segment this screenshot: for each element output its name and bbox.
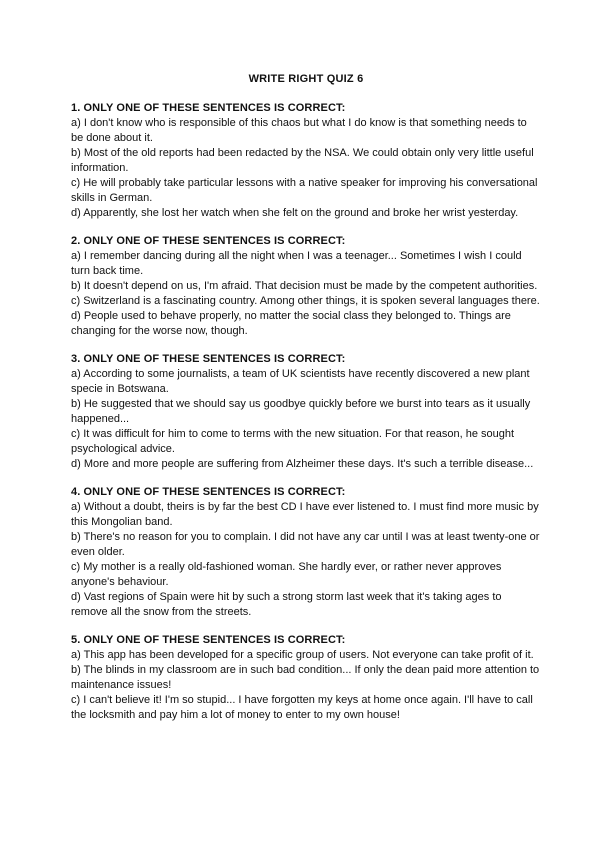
option-c: c) Switzerland is a fascinating country. Among other things, it is spoken several languages there. — [71, 295, 540, 307]
option-a: a) I remember dancing during all the night when I was a teenager... Sometimes I wish I could turn back time. — [71, 250, 522, 277]
question-heading: 5. ONLY ONE OF THESE SENTENCES IS CORRECT: — [71, 634, 346, 646]
question-heading: 3. ONLY ONE OF THESE SENTENCES IS CORRECT: — [71, 353, 346, 365]
question-heading: 1. ONLY ONE OF THESE SENTENCES IS CORRECT: — [71, 102, 346, 114]
document-page — [71, 72, 541, 736]
option-c: c) I can't believe it! I'm so stupid... I have forgotten my keys at home once again. I'll have to call the locksmith and pay him a lot of money to enter to my own house! — [71, 694, 533, 721]
option-c: c) He will probably take particular lessons with a native speaker for improving his conversational skills in German. — [71, 177, 538, 204]
option-b: b) The blinds in my classroom are in such bad condition... If only the dean paid more attention to maintenance issues! — [71, 664, 540, 691]
question-3 — [71, 352, 541, 472]
question-heading: 2. ONLY ONE OF THESE SENTENCES IS CORRECT: — [71, 235, 346, 247]
question-2 — [71, 234, 541, 339]
option-d: d) More and more people are suffering from Alzheimer these days. It's such a terrible disease... — [71, 458, 534, 470]
option-c: c) It was difficult for him to come to terms with the new situation. For that reason, he sought psychological advice. — [71, 428, 515, 455]
question-4 — [71, 485, 541, 620]
question-5 — [71, 633, 541, 723]
option-b: b) It doesn't depend on us, I'm afraid. That decision must be made by the competent authorities. — [71, 280, 538, 292]
option-d: d) People used to behave properly, no matter the social class they belonged to. Things are changing for the worse now, though. — [71, 310, 511, 337]
option-a: a) I don't know who is responsible of this chaos but what I do know is that something needs to be done about it. — [71, 117, 527, 144]
option-d: d) Apparently, she lost her watch when she felt on the ground and broke her wrist yesterday. — [71, 207, 519, 219]
question-heading: 4. ONLY ONE OF THESE SENTENCES IS CORRECT: — [71, 486, 346, 498]
option-c: c) My mother is a really old-fashioned woman. She hardly ever, or rather never approves anyone's behaviour. — [71, 561, 502, 588]
question-1 — [71, 101, 541, 221]
option-d: d) Vast regions of Spain were hit by such a strong storm last week that it's taking ages to remove all the snow from the streets. — [71, 591, 502, 618]
option-a: a) Without a doubt, theirs is by far the best CD I have ever listened to. I must find more music by this Mongolian band. — [71, 501, 539, 528]
option-b: b) Most of the old reports had been redacted by the NSA. We could obtain only very little useful information. — [71, 147, 534, 174]
option-a: a) This app has been developed for a specific group of users. Not everyone can take profit of it. — [71, 649, 534, 661]
document-title: WRITE RIGHT QUIZ 6 — [248, 73, 364, 85]
option-b: b) There's no reason for you to complain. I did not have any car until I was at least twenty-one or even older. — [71, 531, 540, 558]
option-a: a) According to some journalists, a team of UK scientists have recently discovered a new plant specie in Botswana. — [71, 368, 530, 395]
option-b: b) He suggested that we should say us goodbye quickly before we burst into tears as it usually happened... — [71, 398, 531, 425]
